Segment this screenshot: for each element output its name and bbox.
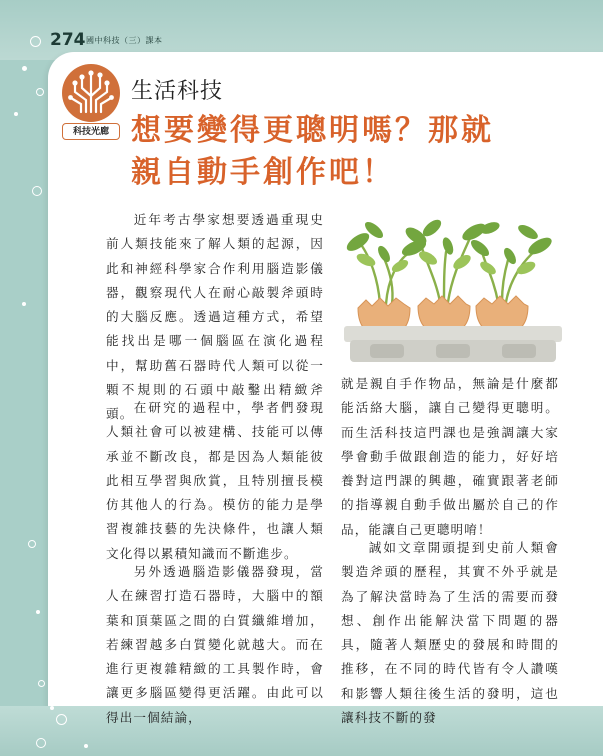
decor-dot [38,680,45,687]
decor-dot [36,738,46,748]
decor-dot [36,610,40,614]
article-paragraph: 近年考古學家想要透過重現史前人類技能來了解人類的起源，因此和神經科學家合作利用腦造影儀器，觀察現代人在耐心敲製斧頭時的大腦反應。透過這種方式，希望能找出是哪一個腦區在演化過程中，幫助舊石器時代人類可以從一顆不規則的石頭中敲鑿出精緻斧頭。 [106,212,324,422]
decor-dot [36,88,44,96]
article-paragraph: 另外透過腦造影儀器發現，當人在練習打造石器時，大腦中的額葉和頂葉區之間的白質纖維增加，若練習越多白質變化就越大。而在進行更複雜精緻的工具製作時，會讓更多腦區變得更活躍。由此可以得出一個結論， [106,564,324,725]
article-paragraph: 在研究的過程中，學者們發現人類社會可以被建構、技能可以傳承並不斷改良，都是因為人類能彼此相互學習與欣賞，且特別擅長模仿其他人的行為。模仿的能力是學習複雜技藝的先決條件，也讓人類文化得以累積知識而不斷進步。 [106,400,324,561]
decor-dot [22,302,26,306]
article-paragraph: 就是親自手作物品，無論是什麼都能活絡大腦，讓自己變得更聰明。而生活科技這門課也是強調讓大家學會動手做跟創造的能力，好好培養對這門課的興趣，確實跟著老師的指導親自動手做出屬於自己的作品，能讓自己更聰明唷！ [341,376,559,537]
decor-dot [30,36,41,47]
decor-dot [32,186,42,196]
decor-dot [28,540,36,548]
decor-dot [22,66,27,71]
sprouts-in-eggshells-illustration [340,208,566,372]
article-headline [131,110,561,194]
decor-dot [14,112,18,116]
article-subtitle: 生活科技 [131,79,224,104]
badge-circle [62,64,120,122]
book-title: 國中科技（三）課本 [86,36,163,45]
headline-line: 親自動手創作吧！ [131,155,395,190]
decor-dot [84,744,88,748]
circuit-icon [62,64,120,122]
decor-dot [50,706,54,710]
decor-dot [56,714,67,725]
page-number: 274 [50,30,86,50]
article-paragraph: 誠如文章開頭提到史前人類會製造斧頭的歷程，其實不外乎就是為了解決當時為了生活的需要而發想、創作出能解決當下問題的器具，隨著人類歷史的發展和時間的推移，在不同的時代皆有令人讚嘆和影響人類往後生活的發明，這也讓科技不斷的發 [341,540,559,726]
top-band [0,0,603,60]
badge-label: 科技光廊 [62,123,120,140]
headline-line: 想要變得更聰明嗎？那就 [131,113,494,148]
